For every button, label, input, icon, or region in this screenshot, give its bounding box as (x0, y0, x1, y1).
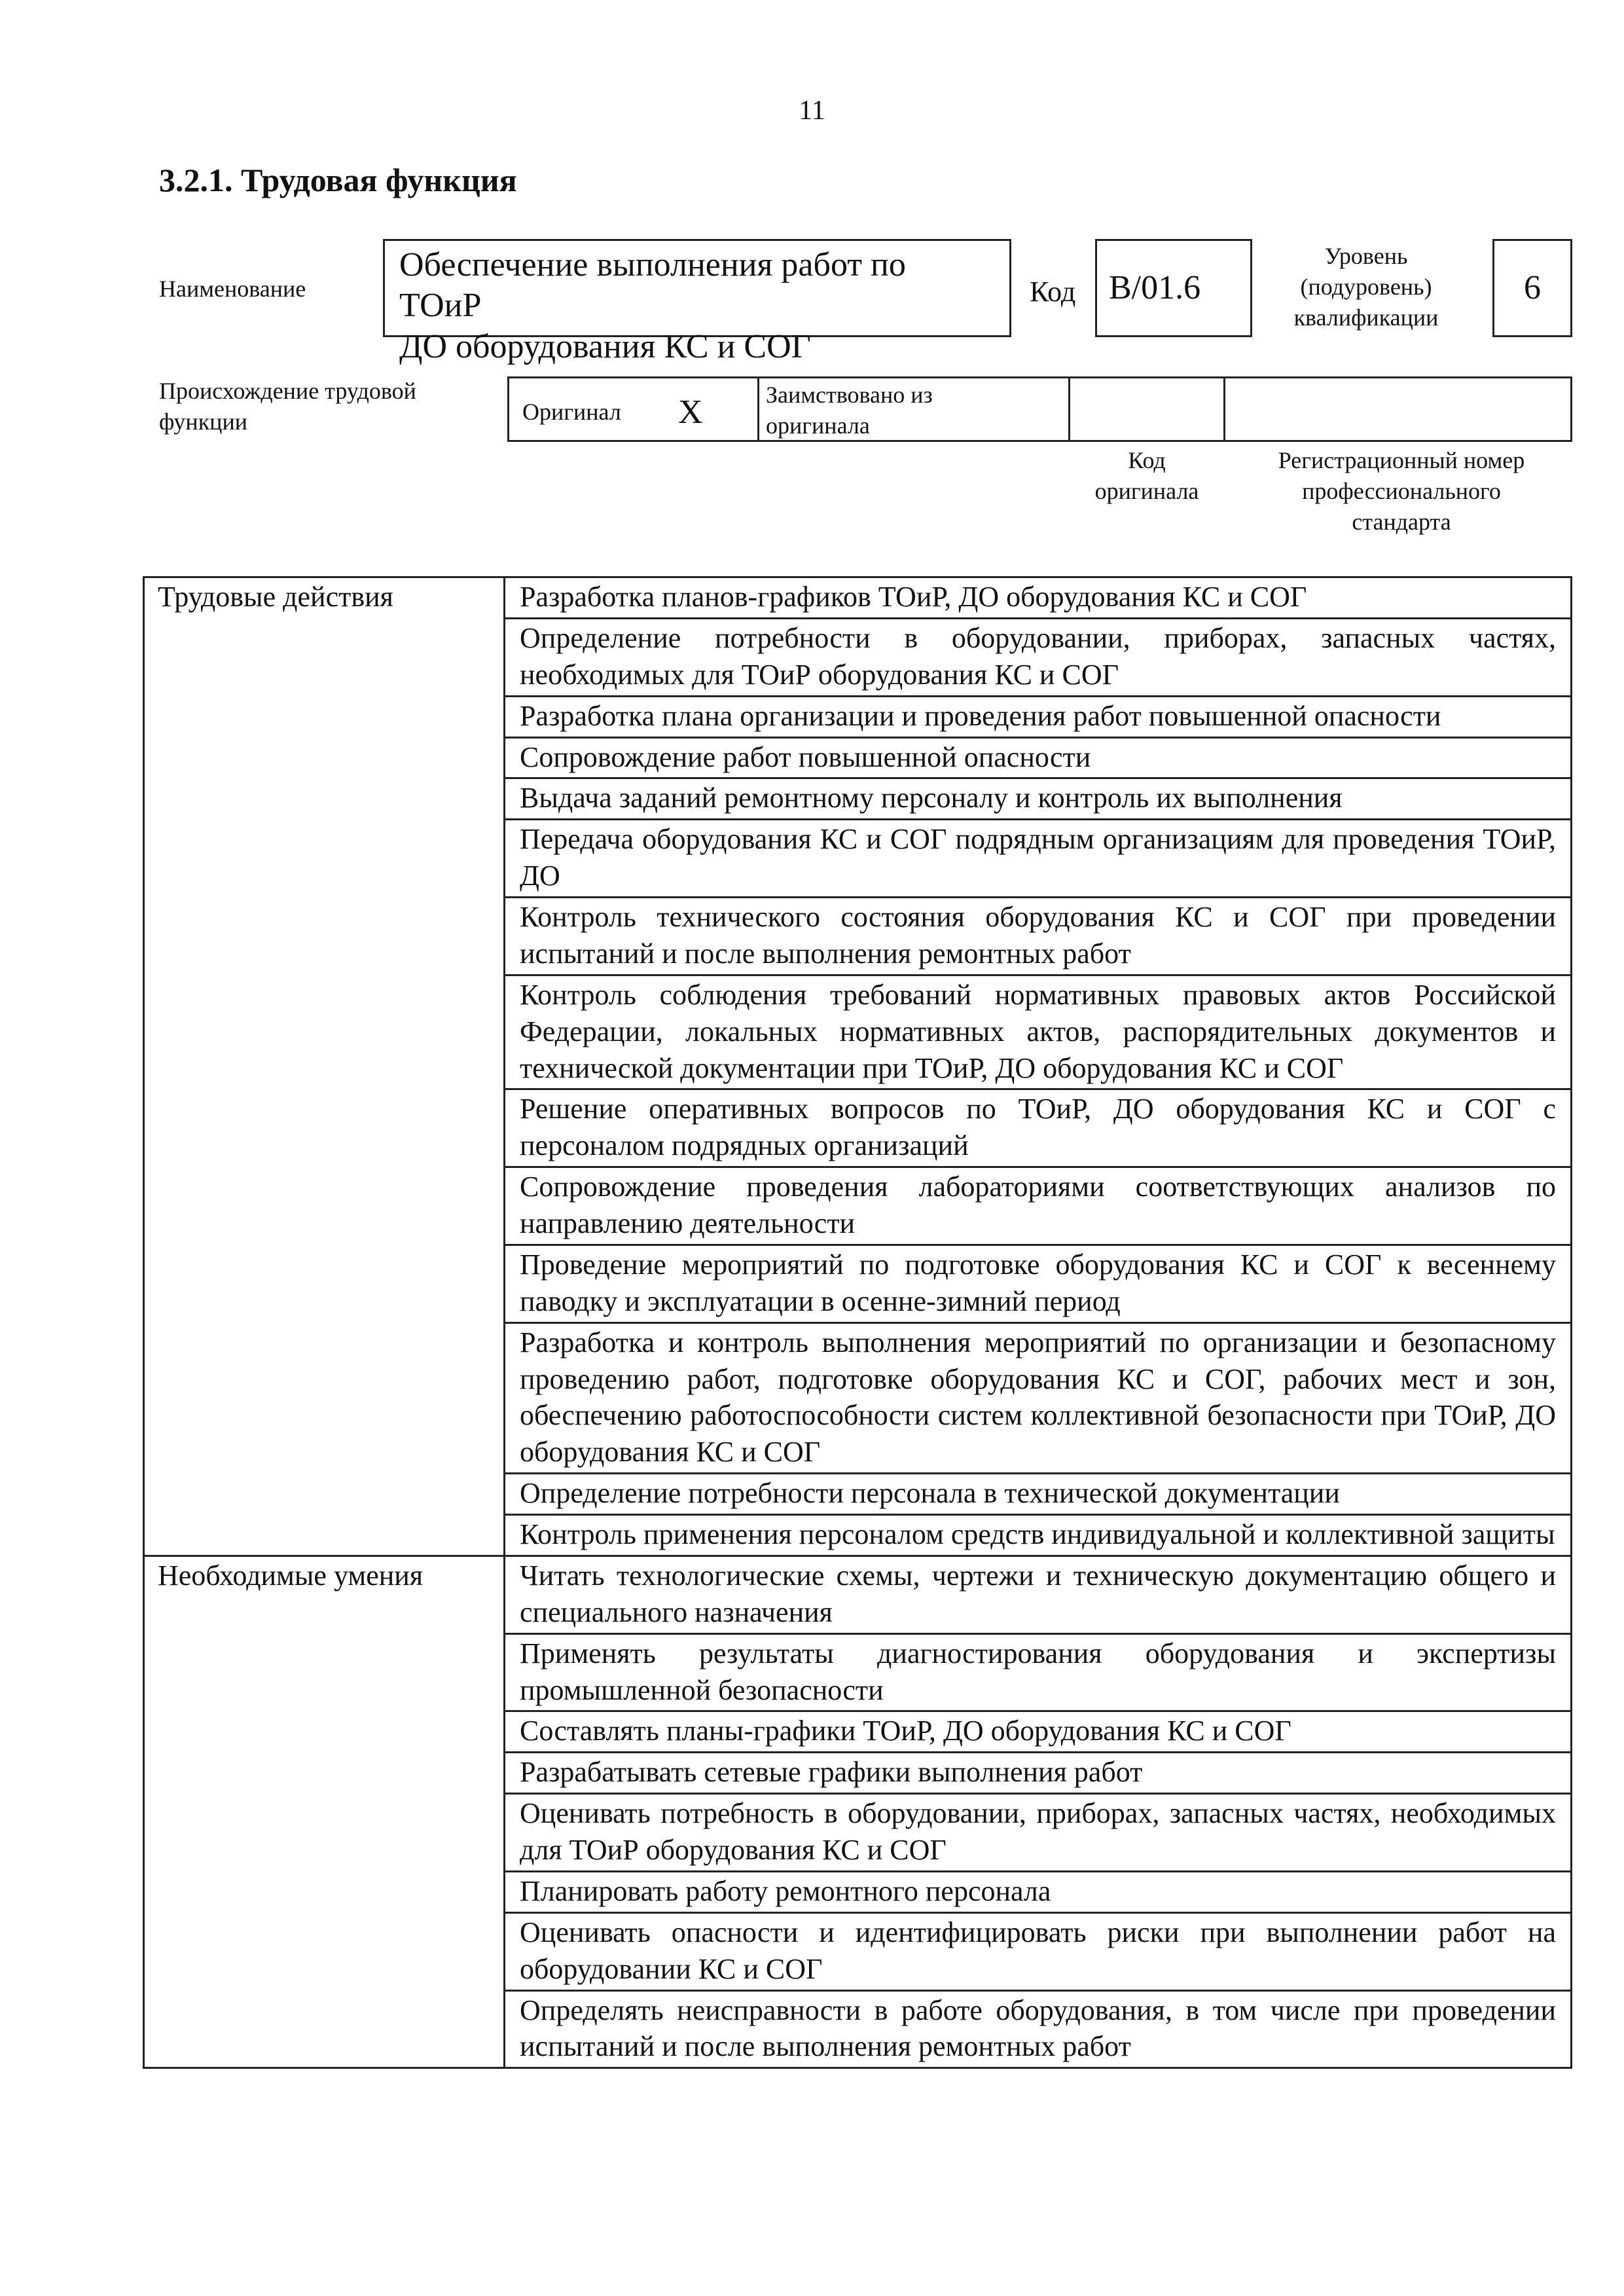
required-skill-item: Оценивать потребность в оборудовании, приборах, запасных частях, необходимых для ТОиР оборудования КС и СОГ (505, 1794, 1572, 1872)
reg-number-caption-line-1: Регистрационный номер (1278, 447, 1525, 473)
code-original-caption-line-1: Код (1128, 447, 1166, 473)
reg-number-caption-line-2: профессионального (1302, 477, 1501, 504)
required-skill-item: Оценивать опасности и идентифицировать риски при выполнении работ на оборудовании КС и СОГ (505, 1912, 1572, 1990)
code-original-caption (1068, 445, 1225, 507)
labor-action-item: Контроль технического состояния оборудования КС и СОГ при проведении испытаний и после выполнения ремонтных работ (505, 898, 1572, 975)
original-mark: Х (678, 393, 703, 431)
function-name-box (383, 239, 1011, 365)
origin-reg-number-cell (1225, 378, 1570, 440)
page-number: 11 (799, 96, 825, 126)
labor-action-item: Разработка и контроль выполнения мероприятий по организации и безопасному проведению работ, подготовке оборудования КС и СОГ, рабочих мест и зон, обеспечению работоспособности систем коллективной безопасности при ТОиР, ДО оборудования КС и СОГ (505, 1322, 1572, 1474)
labor-function-table (143, 576, 1572, 2069)
origin-label-line-2: функции (159, 408, 247, 435)
labor-action-group-title: Трудовые действия (144, 577, 505, 1556)
function-name-line-1: Обеспечение выполнения работ по ТОиР (399, 246, 906, 325)
borrowed-label-line-1: Заимствовано из (766, 382, 933, 408)
function-name-line-2: ДО оборудования КС и СОГ (399, 327, 811, 365)
original-label: Оригинал (522, 399, 621, 425)
qualification-level-label (1265, 241, 1468, 333)
qualification-label-line-1: Уровень (1324, 243, 1408, 269)
required-skill-item: Планировать работу ремонтного персонала (505, 1871, 1572, 1912)
code-value: В/01.6 (1109, 268, 1201, 306)
labor-action-item: Решение оперативных вопросов по ТОиР, ДО оборудования КС и СОГ с персоналом подрядных организаций (505, 1089, 1572, 1167)
function-name-label: Наименование (159, 276, 306, 302)
origin-label (159, 376, 513, 437)
required-skill-item: Применять результаты диагностирования оборудования и экспертизы промышленной безопасности (505, 1633, 1572, 1711)
required-skill-item: Читать технологические схемы, чертежи и техническую документацию общего и специального назначения (505, 1556, 1572, 1633)
required-skill-row (144, 1556, 1572, 1633)
labor-action-item: Определение потребности персонала в технической документации (505, 1474, 1572, 1515)
qualification-label-line-3: квалификации (1293, 304, 1439, 331)
required-skill-group-title: Необходимые умения (144, 1556, 505, 2068)
labor-action-item: Передача оборудования КС и СОГ подрядным организациям для проведения ТОиР, ДО (505, 820, 1572, 898)
reg-number-caption (1231, 445, 1572, 537)
code-box (1095, 239, 1252, 337)
required-skill-item: Определять неисправности в работе оборудования, в том числе при проведении испытаний и после выполнения ремонтных работ (505, 1990, 1572, 2068)
origin-label-line-1: Происхождение трудовой (159, 378, 416, 404)
code-original-caption-line-2: оригинала (1094, 477, 1199, 504)
section-heading: 3.2.1. Трудовая функция (159, 162, 517, 198)
labor-action-item: Проведение мероприятий по подготовке оборудования КС и СОГ к весеннему паводку и эксплуатации в осенне-зимний период (505, 1245, 1572, 1322)
labor-action-item: Сопровождение проведения лабораториями соответствующих анализов по направлению деятельности (505, 1167, 1572, 1245)
labor-function-table-body (144, 577, 1572, 2068)
reg-number-caption-line-3: стандарта (1352, 508, 1451, 535)
origin-borrowed-cell (759, 378, 1070, 440)
origin-row (507, 376, 1572, 442)
qualification-label-line-2: (подуровень) (1300, 273, 1432, 300)
labor-action-item: Контроль применения персоналом средств индивидуальной и коллективной защиты (505, 1515, 1572, 1556)
labor-action-item: Разработка планов-графиков ТОиР, ДО оборудования КС и СОГ (505, 577, 1572, 619)
qualification-level-box (1492, 239, 1572, 337)
labor-action-item: Разработка плана организации и проведения работ повышенной опасности (505, 696, 1572, 737)
labor-action-row (144, 577, 1572, 619)
code-label: Код (1030, 276, 1076, 308)
origin-code-cell (1070, 378, 1225, 440)
origin-original-cell (509, 378, 759, 440)
qualification-level-value: 6 (1524, 268, 1541, 306)
required-skill-item: Составлять планы-графики ТОиР, ДО оборудования КС и СОГ (505, 1711, 1572, 1753)
required-skill-item: Разрабатывать сетевые графики выполнения работ (505, 1753, 1572, 1794)
borrowed-label-line-2: оригинала (766, 412, 870, 439)
labor-action-item: Определение потребности в оборудовании, приборах, запасных частях, необходимых для ТОиР оборудования КС и СОГ (505, 618, 1572, 696)
labor-action-item: Контроль соблюдения требований нормативных правовых актов Российской Федерации, локальных нормативных актов, распорядительных документов и технической документации при ТОиР, ДО оборудования КС и СОГ (505, 975, 1572, 1089)
labor-action-item: Выдача заданий ремонтному персоналу и контроль их выполнения (505, 778, 1572, 820)
labor-action-item: Сопровождение работ повышенной опасности (505, 737, 1572, 778)
